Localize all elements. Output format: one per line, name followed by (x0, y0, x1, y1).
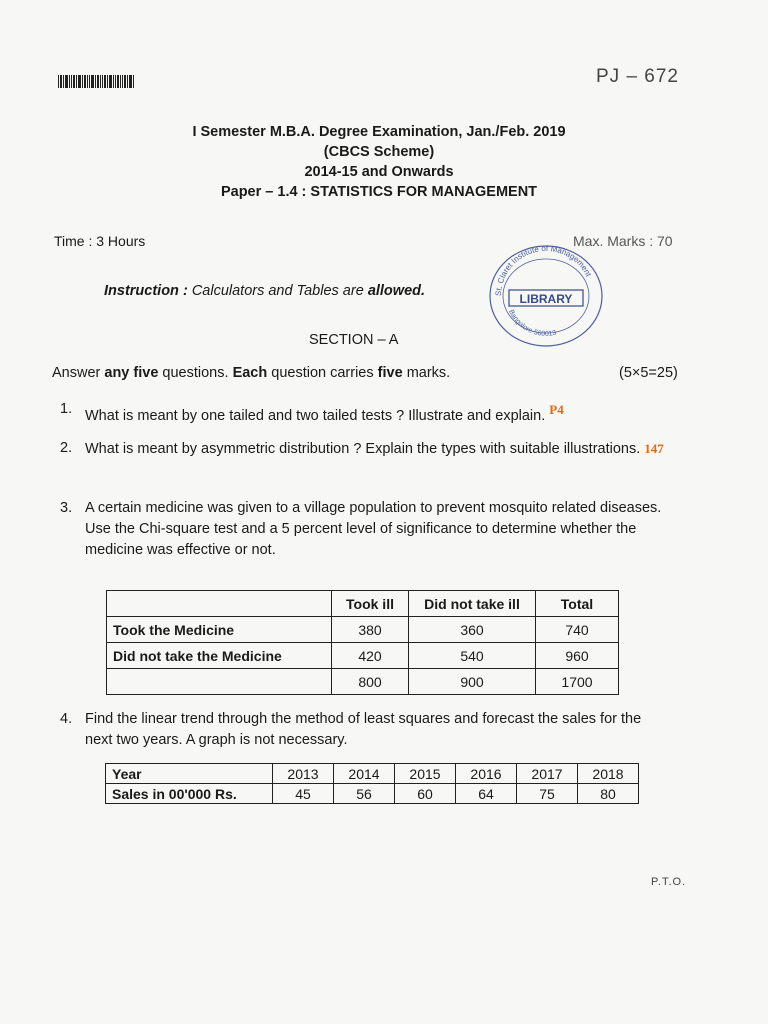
table-cell: 2016 (456, 764, 517, 784)
library-stamp (487, 243, 605, 349)
question-2 (60, 438, 670, 460)
table-header-row (107, 591, 619, 617)
time-allowed: Time : 3 Hours (54, 233, 146, 249)
table-header-cell: Did not take ill (409, 591, 536, 617)
table-cell: 2014 (334, 764, 395, 784)
question-text: What is meant by one tailed and two tailed tests ? Illustrate and explain. (85, 407, 546, 424)
question-1 (60, 399, 670, 427)
instruction-bold: allowed. (367, 283, 426, 299)
table-cell: 80 (578, 784, 639, 804)
question-number: 1. (60, 401, 73, 417)
table-cell: 1700 (536, 669, 619, 695)
table-cell: Did not take the Medicine (107, 643, 332, 669)
table-row (107, 643, 619, 669)
stamp-label: LIBRARY (519, 292, 573, 306)
answer-bold-2: Each (232, 365, 268, 381)
table-row (107, 617, 619, 643)
table-cell: 740 (536, 617, 619, 643)
table-cell: 75 (517, 784, 578, 804)
question-number: 3. (60, 500, 73, 516)
max-marks: Max. Marks : 70 (573, 233, 673, 249)
contingency-table (106, 590, 619, 695)
table-cell: 64 (456, 784, 517, 804)
title-line-1: I Semester M.B.A. Degree Examination, Jan./Feb. 2019 (192, 124, 566, 140)
table-header-cell: Total (536, 591, 619, 617)
section-marks: (5×5=25) (619, 365, 678, 381)
table-cell: Year (106, 764, 273, 784)
pto-footer: P.T.O. (651, 876, 687, 888)
handwritten-annotation: 147 (644, 441, 664, 456)
answer-bold-3: five (377, 365, 403, 381)
table-cell: 45 (273, 784, 334, 804)
table-cell: 540 (409, 643, 536, 669)
table-header-cell (107, 591, 332, 617)
table-cell: 60 (395, 784, 456, 804)
answer-bold-1: any five (104, 365, 159, 381)
question-3 (60, 498, 670, 561)
table-cell: 900 (409, 669, 536, 695)
instruction-label: Instruction : (104, 283, 188, 299)
table-cell: 2017 (517, 764, 578, 784)
answer-text-4: marks. (406, 365, 451, 381)
table-cell: 2013 (273, 764, 334, 784)
table-cell: 960 (536, 643, 619, 669)
table-cell: 2018 (578, 764, 639, 784)
table-cell (107, 669, 332, 695)
paper-code: PJ – 672 (596, 66, 679, 87)
title-line-4: Paper – 1.4 : STATISTICS FOR MANAGEMENT (220, 184, 538, 200)
table-row (107, 669, 619, 695)
answer-text-2: questions. (162, 365, 229, 381)
handwritten-annotation: P4 (549, 402, 564, 417)
table-cell: 2015 (395, 764, 456, 784)
question-text: A certain medicine was given to a village population to prevent mosquito related diseases. Use the Chi-square test and a 5 percent level of significance to determine whether the medicine was effective or not. (85, 500, 662, 558)
answer-instruction (52, 365, 450, 381)
question-number: 2. (60, 440, 73, 456)
table-cell: Took the Medicine (107, 617, 332, 643)
stamp-bottom-text: Bangalore-560013 (507, 308, 558, 338)
table-cell: 420 (332, 643, 409, 669)
answer-text-3: question carries (271, 365, 374, 381)
table-row (106, 764, 639, 784)
title-line-3: 2014-15 and Onwards (304, 164, 454, 180)
question-4 (60, 709, 670, 751)
barcode (58, 74, 135, 88)
table-cell: 360 (409, 617, 536, 643)
stamp-ring-text: St. Claret Institute of Management (493, 243, 594, 297)
table-row (106, 784, 639, 804)
question-text: Find the linear trend through the method of least squares and forecast the sales for the next two years. A graph is not necessary. (85, 711, 642, 748)
section-heading: SECTION – A (309, 332, 399, 348)
question-number: 4. (60, 711, 73, 727)
instruction (104, 283, 425, 299)
question-text: What is meant by asymmetric distribution ? Explain the types with suitable illustrations. (85, 441, 641, 457)
instruction-text: Calculators and Tables are (191, 283, 364, 299)
title-line-2: (CBCS Scheme) (323, 144, 435, 160)
table-cell: 380 (332, 617, 409, 643)
answer-text-1: Answer (52, 365, 101, 381)
table-cell: Sales in 00'000 Rs. (106, 784, 273, 804)
exam-title (0, 122, 768, 202)
table-header-cell: Took ill (332, 591, 409, 617)
table-cell: 800 (332, 669, 409, 695)
table-cell: 56 (334, 784, 395, 804)
sales-table (105, 763, 639, 804)
